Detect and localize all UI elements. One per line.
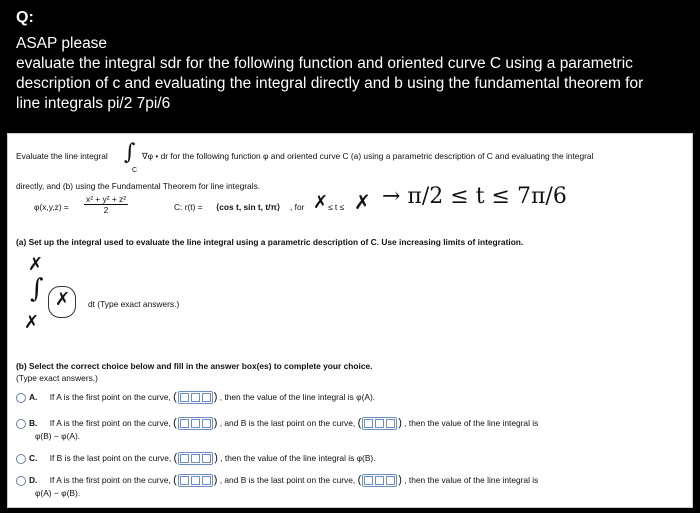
question-line-2: evaluate the integral sdr for the following function and oriented curve C using a parametric — [16, 55, 633, 72]
choice-b-mid: , and B is the last point on the curve, — [219, 418, 356, 428]
choice-d-pre: If A is the first point on the curve, — [49, 475, 171, 485]
phi-lhs: φ(x,y,z) = — [34, 202, 69, 212]
paren-close: ) — [398, 474, 402, 486]
choice-b-letter: B. — [29, 418, 38, 428]
choice-c[interactable] — [16, 452, 376, 465]
choice-b-pre: If A is the first point on the curve, — [49, 418, 171, 428]
curve-vector: ⟨cos t, sin t, t/π⟩ — [216, 202, 281, 212]
paren-close: ) — [213, 417, 218, 429]
part-a-prompt: (a) Set up the integral used to evaluate the line integral using a parametric description of C. Use increasing limits of integration. — [16, 237, 524, 247]
radio-d[interactable] — [16, 476, 26, 486]
paren-open: ( — [173, 452, 178, 464]
radio-b[interactable] — [16, 419, 26, 429]
choice-d-letter: D. — [29, 475, 38, 485]
answer-box-b-1[interactable] — [178, 417, 213, 430]
part-b-prompt: (b) Select the correct choice below and fill in the answer box(es) to complete your choice. — [16, 361, 373, 371]
choice-d-mid: , and B is the last point on the curve, — [219, 475, 356, 485]
choice-b[interactable] — [16, 417, 538, 430]
choice-d-line2: φ(A) − φ(B). — [35, 488, 81, 498]
intro-main: ∇φ • dr for the following function φ and oriented curve C (a) using a parametric description of C and evaluating the integral — [142, 151, 594, 161]
choice-b-line2: φ(B) − φ(A). — [35, 431, 81, 441]
integral-subscript: C — [132, 167, 138, 174]
question-line-3: description of c and evaluating the integral directly and b using the fundamental theorem for — [16, 75, 644, 92]
question-header — [16, 8, 691, 114]
choice-c-mid: , then the value of the line integral is φ(B). — [220, 453, 376, 463]
curve-lhs: C: r(t) = — [174, 202, 203, 212]
problem-panel — [7, 133, 693, 508]
dt-label: dt (Type exact answers.) — [88, 299, 180, 309]
question-label: Q: — [16, 9, 34, 26]
answer-box-a-1[interactable] — [178, 391, 213, 404]
intro-prefix: Evaluate the line integral — [16, 151, 108, 161]
intro-line-2: directly, and (b) using the Fundamental Theorem for line integrals. — [16, 181, 261, 191]
answer-box-b-2[interactable] — [362, 417, 397, 430]
curve-for: , for — [290, 202, 305, 212]
phi-denominator: 2 — [103, 205, 109, 215]
choice-a-letter: A. — [29, 392, 38, 402]
paren-open: ( — [357, 474, 362, 486]
handwritten-upper-limit: ✗ — [28, 254, 44, 275]
radio-c[interactable] — [16, 454, 26, 464]
curve-range: ≤ t ≤ — [328, 202, 345, 212]
paren-close: ) — [213, 391, 218, 403]
integral-sign: ∫ — [124, 140, 136, 165]
choice-b-post: , then the value of the line integral is — [404, 418, 539, 428]
choice-a-mid: , then the value of the line integral is φ(A). — [219, 392, 376, 402]
phi-numerator: x² + y² + z² — [86, 194, 127, 204]
choice-c-pre: If B is the last point on the curve, — [49, 453, 172, 463]
paren-close: ) — [213, 474, 218, 486]
choice-d[interactable] — [16, 474, 538, 487]
handwritten-mark-2: ✗ — [354, 190, 371, 214]
integrand-answer-box[interactable] — [48, 286, 76, 318]
answer-box-d-1[interactable] — [178, 474, 213, 487]
radio-a[interactable] — [16, 393, 26, 403]
paren-open: ( — [173, 391, 177, 403]
choice-d-post: , then the value of the line integral is — [404, 475, 539, 485]
handwritten-integrand-mark: ✗ — [55, 289, 71, 310]
phi-fraction — [84, 194, 128, 215]
integral-sign-a: ∫ — [30, 274, 44, 304]
choice-c-letter: C. — [29, 453, 38, 463]
question-line-4: line integrals pi/2 7pi/6 — [16, 95, 171, 112]
paren-open: ( — [173, 417, 177, 429]
paren-open: ( — [173, 474, 177, 486]
part-b-note: (Type exact answers.) — [16, 373, 98, 383]
answer-box-d-2[interactable] — [362, 474, 397, 487]
choice-a[interactable] — [16, 391, 375, 404]
answer-box-c-1[interactable] — [178, 452, 213, 465]
handwritten-lower-limit: ✗ — [24, 312, 40, 333]
paren-close: ) — [214, 452, 218, 464]
handwritten-range: → π/2 ≤ t ≤ 7π/6 — [382, 184, 567, 209]
question-line-1: ASAP please — [16, 35, 108, 52]
paren-open: ( — [357, 417, 362, 429]
paren-close: ) — [398, 417, 402, 429]
handwritten-mark-1: ✗ — [313, 192, 329, 213]
choice-a-pre: If A is the first point on the curve, — [49, 392, 171, 402]
